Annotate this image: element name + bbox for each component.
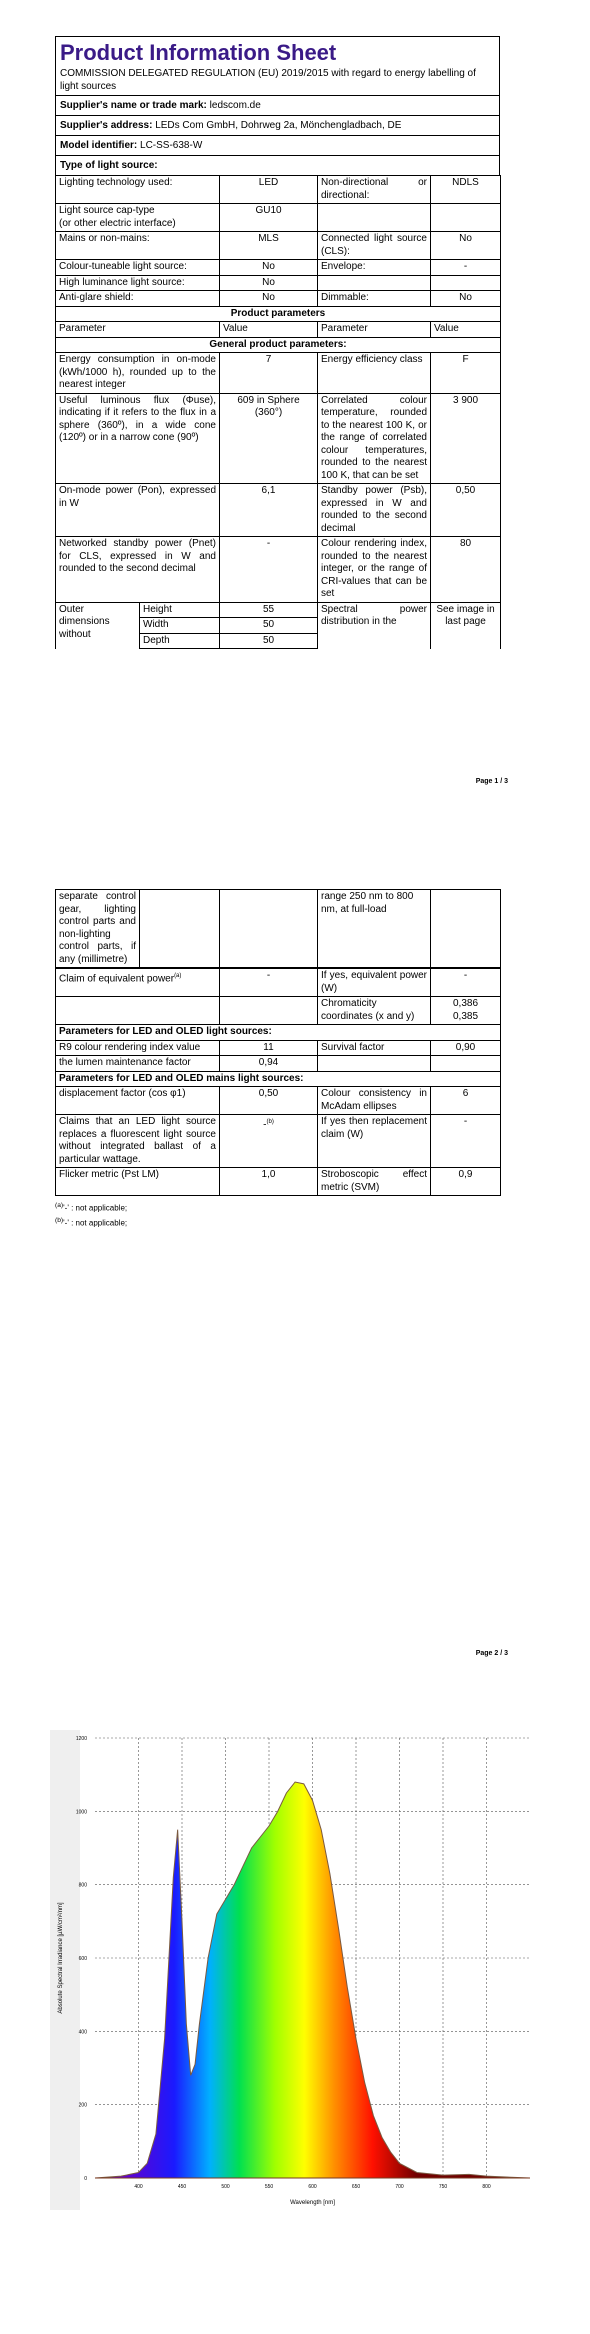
label-cell	[318, 204, 431, 232]
table-row	[56, 484, 501, 537]
model-row	[55, 135, 500, 155]
value-cell: NDLS	[431, 176, 501, 204]
empty-cell	[220, 890, 318, 968]
table-row	[56, 337, 501, 353]
regulation-subtitle: COMMISSION DELEGATED REGULATION (EU) 2019/2015 with regard to energy labelling of light sources	[60, 68, 476, 92]
column-header: Parameter	[318, 322, 431, 338]
label-cell: Useful luminous flux (Φuse), indicating if it refers to the flux in a sphere (360º), in a wide cone (120º) or in a narrow cone (90º)	[56, 393, 220, 484]
spectral-label: Spectral power distribution in the	[318, 603, 431, 649]
label-cell	[318, 275, 431, 291]
supplier-address-row	[55, 115, 500, 135]
label-cell: Chromaticity coordinates (x and y)	[318, 997, 431, 1025]
page-number: Page 1 / 3	[475, 778, 508, 785]
dimension-name: Width	[140, 618, 220, 634]
dimension-name: Height	[140, 603, 220, 618]
label-cell: the lumen maintenance factor	[56, 1056, 220, 1072]
table-row	[56, 1087, 501, 1115]
footnote-a	[55, 1200, 500, 1215]
value-cell: 6	[431, 1087, 501, 1115]
value-cell: No	[220, 275, 318, 291]
y-tick-label: 0	[84, 2176, 87, 2182]
x-axis-label: Wavelength [nm]	[290, 2200, 335, 2206]
supplier-name-label: Supplier's name or trade mark:	[60, 100, 207, 111]
label-cell: Anti-glare shield:	[56, 291, 220, 307]
table-row	[56, 306, 501, 322]
table-row	[56, 322, 501, 338]
value-cell	[431, 997, 501, 1025]
x-tick-label: 800	[482, 2184, 491, 2190]
label-cell	[56, 969, 220, 997]
y-tick-label: 800	[78, 1882, 87, 1889]
section-heading: General product parameters:	[56, 337, 501, 353]
value-cell: No	[220, 291, 318, 307]
y-tick-label: 1000	[75, 1809, 87, 1816]
value-cell: 0,50	[220, 1087, 318, 1115]
footnote-mark: (b)	[55, 1216, 64, 1224]
label-cell: Lighting technology used:	[56, 176, 220, 204]
table-row	[56, 890, 501, 968]
column-header: Value	[431, 322, 501, 338]
model-label: Model identifier:	[60, 140, 138, 151]
value-cell	[431, 275, 501, 291]
label-cell: Colour-tuneable light source:	[56, 260, 220, 276]
x-tick-label: 600	[308, 2184, 317, 2190]
label-cell: Colour rendering index, rounded to the nearest integer, or the range of CRI-values that can be set	[318, 537, 431, 603]
table-row	[56, 1115, 501, 1168]
section-heading: Product parameters	[56, 306, 501, 322]
table-row	[56, 291, 501, 307]
label-cell: Envelope:	[318, 260, 431, 276]
outer-dimensions-label: separate control gear, lighting control parts and non-lighting control parts, if any (millimetre)	[56, 890, 140, 968]
column-header: Value	[220, 322, 318, 338]
label-cell: Energy efficiency class	[318, 353, 431, 394]
label-cell: Connected light source (CLS):	[318, 232, 431, 260]
value-cell: 7	[220, 353, 318, 394]
label-cell: Survival factor	[318, 1040, 431, 1056]
supplier-address-value: LEDs Com GmbH, Dohrweg 2a, Mönchengladbach, DE	[155, 120, 402, 131]
chart-side-strip	[50, 1730, 80, 2210]
product-info-sheet	[55, 36, 500, 649]
empty-cell	[140, 890, 220, 968]
page-title: Product Information Sheet	[60, 40, 337, 65]
footnote-mark: (b)	[266, 1119, 274, 1125]
label-cell: Energy consumption in on-mode (kWh/1000 h), rounded up to the nearest integer	[56, 353, 220, 394]
page-3	[0, 1700, 590, 2334]
claims-value: -	[263, 1119, 267, 1131]
y-tick-label: 600	[78, 1956, 87, 1962]
value-cell: 609 in Sphere (360°)	[220, 393, 318, 484]
spectral-label: range 250 nm to 800 nm, at full-load	[318, 890, 431, 968]
label-cell: Networked standby power (Pnet) for CLS, expressed in W and rounded to the second decimal	[56, 537, 220, 603]
label-cell: Light source cap-type (or other electric interface)	[56, 204, 220, 232]
table-row	[56, 1071, 501, 1087]
empty-cell	[431, 890, 501, 968]
supplier-address-label: Supplier's address:	[60, 120, 153, 131]
value-cell: -	[431, 260, 501, 276]
footnote-mark: (a)	[174, 973, 182, 979]
label-cell: Claims that an LED light source replaces a fluorescent light source without integrated ballast of a particular wattage.	[56, 1115, 220, 1168]
params-table-continued	[55, 968, 501, 1196]
value-cell: 80	[431, 537, 501, 603]
label-cell: Non-directional or directional:	[318, 176, 431, 204]
empty-cell	[431, 1056, 501, 1072]
table-row	[56, 176, 501, 204]
footnotes	[55, 1200, 500, 1229]
table-row	[56, 393, 501, 484]
value-cell: -	[431, 1115, 501, 1168]
label-cell: On-mode power (Pon), expressed in W	[56, 484, 220, 537]
value-cell	[220, 1115, 318, 1168]
label-cell: Stroboscopic effect metric (SVM)	[318, 1168, 431, 1196]
supplier-name-row	[55, 95, 500, 115]
x-tick-label: 550	[264, 2184, 274, 2190]
value-cell	[431, 204, 501, 232]
label-cell: If yes then replacement claim (W)	[318, 1115, 431, 1168]
light-source-type-row	[55, 155, 500, 175]
table-row	[56, 260, 501, 276]
y-tick-label: 400	[78, 2029, 87, 2036]
page-number: Page 2 / 3	[475, 1650, 508, 1657]
label-cell: Colour consistency in McAdam ellipses	[318, 1087, 431, 1115]
label-cell: High luminance light source:	[56, 275, 220, 291]
table-row	[56, 1025, 501, 1041]
x-tick-label: 700	[395, 2184, 404, 2190]
page-2	[0, 880, 590, 1700]
empty-cell	[56, 997, 220, 1025]
dimensions-table	[55, 603, 501, 650]
table-row	[56, 275, 501, 291]
value-cell: GU10	[220, 204, 318, 232]
y-axis-label: Absolute Spectral Irradiance [µW/cm²/nm]	[58, 1902, 64, 2014]
value-cell: 1,0	[220, 1168, 318, 1196]
dimension-value: 50	[220, 618, 318, 634]
value-cell: -	[220, 537, 318, 603]
value-cell: 0,94	[220, 1056, 318, 1072]
model-value: LC-SS-638-W	[140, 140, 203, 151]
light-source-type-label: Type of light source:	[60, 160, 158, 171]
x-tick-label: 400	[134, 2184, 143, 2190]
label-cell: R9 colour rendering index value	[56, 1040, 220, 1056]
x-tick-label: 500	[221, 2184, 230, 2190]
footnote-text: '-' : not applicable;	[63, 1203, 128, 1213]
table-row	[56, 537, 501, 603]
value-cell: MLS	[220, 232, 318, 260]
table-row	[56, 603, 501, 618]
product-info-sheet-continued	[55, 889, 500, 1229]
value-cell: F	[431, 353, 501, 394]
chromaticity-y: 0,385	[452, 1010, 479, 1022]
light-source-table	[55, 175, 501, 603]
value-cell: 3 900	[431, 393, 501, 484]
table-row	[56, 997, 501, 1025]
value-cell: No	[220, 260, 318, 276]
table-row	[56, 204, 501, 232]
dimension-value: 50	[220, 633, 318, 649]
y-tick-label: 1200	[75, 1736, 87, 1742]
x-tick-label: 450	[177, 2184, 187, 2190]
dimension-value: 55	[220, 603, 318, 618]
chromaticity-x: 0,386	[452, 998, 479, 1009]
value-cell: -	[220, 969, 318, 997]
table-row	[56, 969, 501, 997]
table-row	[56, 1168, 501, 1196]
dimensions-table-continued	[55, 889, 501, 968]
y-tick-label: 200	[78, 2102, 87, 2109]
table-row	[56, 232, 501, 260]
spectral-power-chart	[50, 1730, 550, 2250]
equivalent-power-label: Claim of equivalent power	[59, 973, 175, 985]
spectral-value: See image in last page	[431, 603, 501, 649]
x-tick-label: 650	[351, 2184, 361, 2190]
value-cell: LED	[220, 176, 318, 204]
value-cell: No	[431, 232, 501, 260]
label-cell: Flicker metric (Pst LM)	[56, 1168, 220, 1196]
footnote-b	[55, 1215, 500, 1230]
footnote-text: '-' : not applicable;	[63, 1218, 128, 1228]
supplier-name-value: ledscom.de	[209, 100, 261, 111]
label-cell: If yes, equivalent power (W)	[318, 969, 431, 997]
value-cell: 0,9	[431, 1168, 501, 1196]
label-cell: Correlated colour temperature, rounded to the nearest 100 K, or the range of correlated colour temperatures, rounded to the nearest 100 K, that can be set	[318, 393, 431, 484]
table-row	[56, 1040, 501, 1056]
section-heading: Parameters for LED and OLED light sources:	[56, 1025, 501, 1041]
label-cell: displacement factor (cos φ1)	[56, 1087, 220, 1115]
dimension-name: Depth	[140, 633, 220, 649]
sheet-header	[55, 36, 500, 95]
table-row	[56, 1056, 501, 1072]
section-heading: Parameters for LED and OLED mains light sources:	[56, 1071, 501, 1087]
empty-cell	[318, 1056, 431, 1072]
table-row	[56, 353, 501, 394]
value-cell: -	[431, 969, 501, 997]
column-header: Parameter	[56, 322, 220, 338]
x-tick-label: 750	[438, 2184, 448, 2190]
value-cell: No	[431, 291, 501, 307]
label-cell: Standby power (Psb), expressed in W and rounded to the second decimal	[318, 484, 431, 537]
label-cell: Dimmable:	[318, 291, 431, 307]
page-1	[0, 0, 590, 800]
outer-dimensions-label: Outer dimensions without	[56, 603, 140, 649]
footnote-mark: (a)	[55, 1202, 64, 1209]
empty-cell	[220, 997, 318, 1025]
value-cell: 11	[220, 1040, 318, 1056]
value-cell: 0,50	[431, 484, 501, 537]
label-cell: Mains or non-mains:	[56, 232, 220, 260]
value-cell: 6,1	[220, 484, 318, 537]
value-cell: 0,90	[431, 1040, 501, 1056]
